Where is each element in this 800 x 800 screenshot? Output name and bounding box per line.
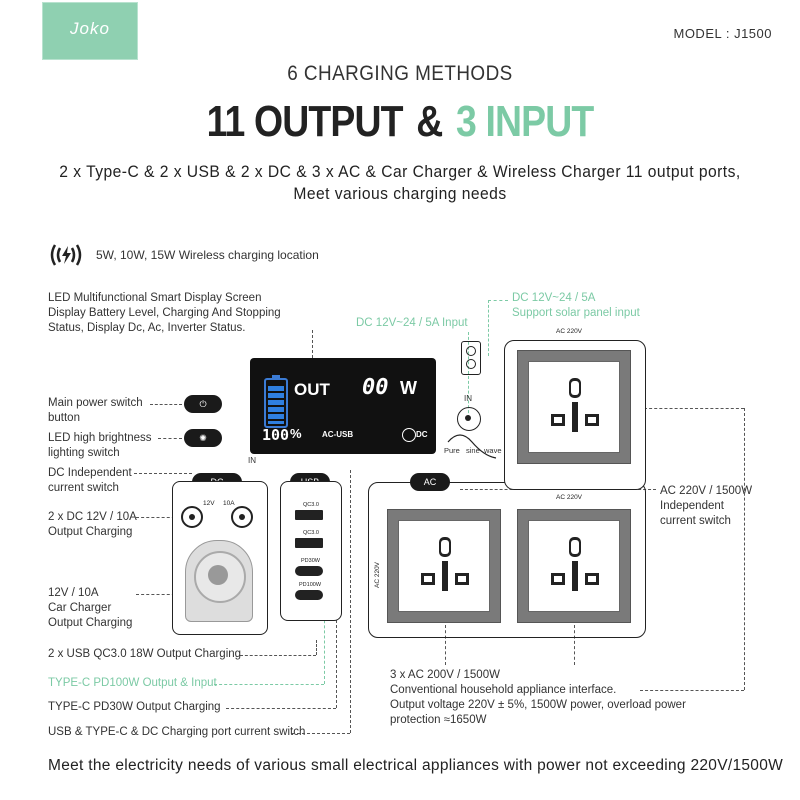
ac-label-vertical: AC 220V xyxy=(374,561,381,588)
wireless-charging-icon xyxy=(46,240,86,270)
usb-qc-label: 2 x USB QC3.0 18W Output Charging xyxy=(48,648,242,660)
pure-label: Pure xyxy=(444,446,460,455)
pd30-label: PD30W xyxy=(301,558,320,564)
dc-port-left[interactable] xyxy=(181,506,203,528)
dc-in-label: IN xyxy=(464,394,472,403)
led-light-label: LED high brightness lighting switch xyxy=(48,432,152,459)
dc-input-port[interactable] xyxy=(457,407,481,431)
leader-line xyxy=(488,300,508,301)
leader-line xyxy=(744,408,745,690)
solar-input-port[interactable] xyxy=(461,341,481,375)
dc-output-label: 2 x DC 12V / 10A Output Charging xyxy=(48,511,137,538)
power-switch-button[interactable] xyxy=(184,395,222,413)
ac-outlet-top[interactable] xyxy=(517,350,631,464)
ac-outlet-right[interactable] xyxy=(517,509,631,623)
led-display-label: LED Multifunctional Smart Display Screen Display Battery Level, Charging And Stopping Status, Display Dc, Ac, Inverter Status. xyxy=(48,292,281,334)
model-number: MODEL : J1500 xyxy=(673,26,772,41)
leader-line xyxy=(240,655,316,656)
car-charger-socket[interactable] xyxy=(185,540,253,622)
leader-line xyxy=(134,473,192,474)
solar-input-label: DC 12V~24 / 5A Support solar panel input xyxy=(512,292,640,319)
main-power-label: Main power switch button xyxy=(48,397,143,424)
screen-out-label: OUT xyxy=(294,380,330,399)
in-label: IN xyxy=(248,456,256,465)
description-line-2: Meet various charging needs xyxy=(293,184,507,203)
ac-switch[interactable]: AC xyxy=(410,473,450,491)
brand-logo xyxy=(40,0,140,62)
leader-line xyxy=(312,330,313,358)
usb-port-panel xyxy=(280,481,342,621)
light-switch-button[interactable] xyxy=(184,429,222,447)
description-line-1: 2 x Type-C & 2 x USB & 2 x DC & 3 x AC & Car Charger & Wireless Charger 11 output ports, xyxy=(59,162,741,181)
port-switch-label: USB & TYPE-C & DC Charging port current switch xyxy=(48,726,306,738)
usb-port-2[interactable] xyxy=(295,538,323,548)
typec-30-label: TYPE-C PD30W Output Charging xyxy=(48,701,221,713)
leader-line xyxy=(214,684,324,685)
headline-input: 3 INPUT xyxy=(455,97,594,146)
sine-wave-icon xyxy=(446,430,502,464)
ac-label-top: AC 220V xyxy=(556,328,583,335)
leader-line xyxy=(350,470,351,733)
typec-port-100w[interactable] xyxy=(295,590,323,600)
leader-line xyxy=(150,404,182,405)
leader-line xyxy=(488,300,489,356)
dc-switch-label: DC Independent current switch xyxy=(48,467,132,494)
bulb-icon: ✺ xyxy=(199,433,207,443)
dc-10a-label: 10A xyxy=(223,500,235,507)
wave-label: wave xyxy=(484,446,502,455)
leader-line xyxy=(292,733,350,734)
subtitle: 6 CHARGING METHODS xyxy=(287,62,513,85)
car-charger-label: 12V / 10A Car Charger Output Charging xyxy=(48,587,133,629)
ac-label-mid: AC 220V xyxy=(556,494,583,501)
screen-acusb-label: AC-USB xyxy=(322,430,354,439)
pd100-label: PD100W xyxy=(299,582,322,588)
qc-label-2: QC3.0 xyxy=(303,530,319,536)
dc-port-right[interactable] xyxy=(231,506,253,528)
power-icon: ⏻ xyxy=(199,399,207,409)
led-display-screen xyxy=(250,358,436,454)
screen-dc-icon xyxy=(402,428,416,442)
headline-amp: & xyxy=(416,97,443,146)
screen-dc-label: DC xyxy=(416,430,428,439)
screen-watts-unit: W xyxy=(400,378,417,398)
dc-input-label: DC 12V~24 / 5A Input xyxy=(356,317,468,329)
dc-12v-label: 12V xyxy=(203,500,215,507)
ac-description-label: 3 x AC 200V / 1500W Conventional household appliance interface. Output voltage 220V ± 5%, 1500W power, overload power protection ≈1650W xyxy=(390,669,686,726)
brand-logo-text: Joko xyxy=(70,19,110,38)
screen-percent-sign: % xyxy=(290,426,302,441)
leader-line xyxy=(226,708,336,709)
typec-100-label: TYPE-C PD100W Output & Input xyxy=(48,677,217,689)
screen-watts-value: 00 xyxy=(362,375,389,400)
headline-output: 11 OUTPUT xyxy=(206,97,403,146)
headline xyxy=(60,97,740,147)
leader-line xyxy=(158,438,182,439)
footer-text: Meet the electricity needs of various small electrical appliances with power not exceeding 220V/1500W xyxy=(48,757,784,774)
wireless-label: 5W, 10W, 15W Wireless charging location xyxy=(96,248,319,262)
leader-line xyxy=(644,408,744,409)
typec-port-30w[interactable] xyxy=(295,566,323,576)
battery-icon xyxy=(264,378,288,428)
qc-label-1: QC3.0 xyxy=(303,502,319,508)
ac-switch-label: AC 220V / 1500W Independent current switch xyxy=(660,485,753,527)
screen-percent-value: 100 xyxy=(262,426,290,444)
ac-outlet-left[interactable] xyxy=(387,509,501,623)
usb-port-1[interactable] xyxy=(295,510,323,520)
dc-port-panel xyxy=(172,481,268,635)
leader-line xyxy=(316,640,317,655)
sine-label: sine xyxy=(466,446,480,455)
